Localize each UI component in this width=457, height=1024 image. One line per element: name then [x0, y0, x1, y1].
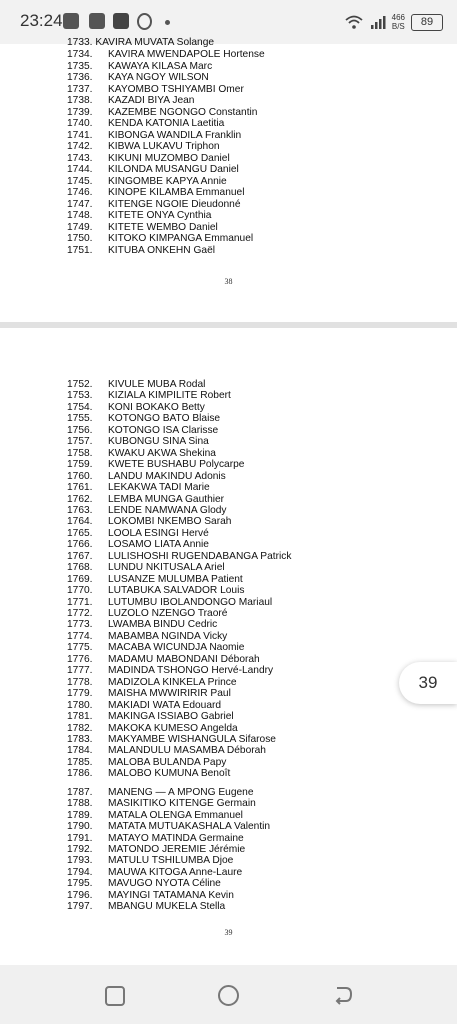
back-icon[interactable] [328, 981, 356, 1009]
entry-name: KOTONGO BATO Blaise [108, 413, 221, 425]
entry-number: 1748. [67, 210, 93, 221]
entry-name: KINOPE KILAMBA Emmanuel [108, 187, 245, 198]
document-page-39 [0, 328, 457, 965]
entry-name: KOTONGO ISA Clarisse [108, 424, 219, 436]
entry-name: MABAMBA NGINDA Vicky [108, 630, 228, 642]
page-number: 39 [224, 928, 233, 937]
entry-name: KINGOMBE KAPYA Annie [108, 175, 227, 187]
entry-number: 1756. [67, 424, 93, 436]
entry-name: MACABA WICUNDJA Naomie [108, 642, 245, 654]
entry-name: KAZEMBE NGONGO Constantin [108, 106, 258, 118]
entry-number: 1750. [67, 233, 93, 244]
entry-name: KAWAYA KILASA Marc [108, 60, 213, 72]
entry-name: KITUBA ONKEHN Gaël [108, 244, 215, 256]
notification-p-icon [63, 13, 79, 29]
entry-number: 1753. [67, 390, 93, 402]
entry-name: MANENG — A MPONG Eugene [108, 786, 254, 798]
network-speed [392, 13, 405, 31]
dot-icon [165, 20, 170, 25]
entry-number: 1774. [67, 630, 93, 642]
entry-name: MAKINGA ISSIABO Gabriel [108, 711, 234, 723]
entry-name: LUTUMBU IBOLANDONGO Mariaul [108, 596, 273, 608]
entry-number: 1740. [67, 118, 93, 129]
entry-number: 1797. [67, 901, 93, 913]
entry-name: MADAMU MABONDANI Déborah [108, 653, 260, 665]
entry-number: 1766. [67, 539, 93, 551]
entry-number: 1751. [67, 244, 93, 256]
entry-name: LEKAKWA TADI Marie [108, 482, 210, 494]
network-speed-unit: B/S [391, 22, 405, 31]
entry-number: 1794. [67, 866, 93, 878]
entry-number: 1760. [67, 470, 93, 482]
entry-name: MALOBA BULANDA Papy [108, 756, 227, 768]
entry-number: 1765. [67, 527, 93, 539]
entry-number: 1737. [67, 83, 93, 95]
entry-name: KAZADI BIYA Jean [108, 95, 195, 106]
entry-name: MATONDO JEREMIE Jérémie [108, 844, 246, 855]
entry-number: 1739. [67, 106, 93, 118]
entry-name: LULISHOSHI RUGENDABANGA Patrick [108, 550, 292, 562]
entry-name: LEMBA MUNGA Gauthier [108, 493, 225, 505]
entry-number: 1773. [67, 619, 93, 631]
entry-number: 1770. [67, 585, 93, 597]
entry-name: KENDA KATONIA Laetitia [108, 118, 225, 129]
entry-number: 1755. [67, 413, 93, 425]
entry-name: KAVIRA MWENDAPOLE Hortense [108, 49, 265, 60]
battery-icon: 89 [411, 14, 443, 31]
entry-name: MATATA MUTUAKASHALA Valentin [108, 821, 271, 833]
entry-number: 1761. [67, 482, 93, 494]
entry-name: LUNDU NKITUSALA Ariel [108, 562, 225, 574]
entry-number: 1741. [67, 129, 93, 141]
document-page-38 [0, 37, 457, 322]
entry-name: MAKOKA KUMESO Angelda [108, 722, 238, 734]
entry-name: LOOLA ESINGI Hervé [108, 527, 209, 539]
entry-number: 1791. [67, 832, 93, 844]
entry-name: KUBONGU SINA Sina [108, 436, 209, 448]
entry-name: LANDU MAKINDU Adonis [108, 470, 226, 482]
page-indicator[interactable]: 39 [399, 662, 457, 704]
entry-name: LOKOMBI NKEMBO Sarah [108, 516, 232, 528]
home-icon[interactable] [214, 981, 242, 1009]
entry-name: MAKYAMBE WISHANGULA Sifarose [108, 733, 276, 745]
recent-apps-icon[interactable] [100, 981, 128, 1009]
entry-number: 1777. [67, 665, 93, 677]
entry-number: 1785. [67, 756, 93, 768]
entry-number: 1749. [67, 221, 93, 233]
entry-name: LUTABUKA SALVADOR Louis [108, 585, 245, 597]
entry-number: 1796. [67, 889, 93, 901]
entry-name: KONI BOKAKO Betty [108, 401, 205, 413]
entry-number: 1792. [67, 844, 93, 855]
entry-name: MALOBO KUMUNA Benoît [108, 768, 231, 780]
entry-name: LUZOLO NZENGO Traoré [108, 608, 228, 619]
entry-number: 1775. [67, 642, 93, 654]
system-icons [344, 8, 443, 36]
entry-name: MBANGU MUKELA Stella [108, 901, 226, 913]
entry-number: 1735. [67, 60, 93, 72]
network-speed-value: 466 [391, 13, 405, 22]
entry-name: MATAYO MATINDA Germaine [108, 832, 244, 844]
entry-name: MAUWA KITOGA Anne-Laure [108, 866, 243, 878]
entry-name: KILONDA MUSANGU Daniel [108, 164, 239, 175]
entry-number: 1784. [67, 745, 93, 757]
entry-name: KITOKO KIMPANGA Emmanuel [108, 233, 254, 244]
entry-name: MAKIADI WATA Edouard [108, 699, 222, 711]
cut-off-row-text: 1733. KAVIRA MUVATA Solange [67, 37, 215, 48]
entry-number: 1776. [67, 653, 93, 665]
entry-number: 1767. [67, 550, 93, 562]
entry-name: KWETE BUSHABU Polycarpe [108, 459, 245, 471]
entry-name: KIBONGA WANDILA Franklin [108, 129, 242, 141]
opera-icon [137, 13, 152, 30]
entry-number: 1795. [67, 878, 93, 890]
entry-number: 1762. [67, 493, 93, 505]
entry-name: KITETE WEMBO Daniel [108, 221, 218, 233]
entry-name: LUSANZE MULUMBA Patient [108, 573, 243, 585]
entry-name: MALANDULU MASAMBA Déborah [108, 745, 266, 757]
entry-number: 1763. [67, 504, 93, 516]
notification-p-icon [89, 13, 105, 29]
entry-number: 1746. [67, 187, 93, 198]
entry-number: 1772. [67, 608, 93, 619]
entry-number: 1736. [67, 72, 93, 83]
entry-name: KAYA NGOY WILSON [108, 72, 209, 83]
entry-name: KITENGE NGOIE Dieudonné [108, 198, 241, 210]
signal-icon [370, 14, 386, 30]
wifi-icon [344, 14, 364, 30]
entry-number: 1771. [67, 596, 93, 608]
entry-number: 1747. [67, 198, 93, 210]
entry-name: MADIZOLA KINKELA Prince [108, 676, 237, 688]
entry-name: MATALA OLENGA Emmanuel [108, 809, 243, 821]
entry-number: 1759. [67, 459, 93, 471]
entry-number: 1754. [67, 401, 93, 413]
entry-number: 1738. [67, 95, 93, 106]
entry-number: 1779. [67, 688, 93, 700]
entry-number: 1758. [67, 447, 93, 459]
entry-name: LWAMBA BINDU Cedric [108, 619, 218, 631]
entry-number: 1742. [67, 141, 93, 152]
entry-name: KAYOMBO TSHIYAMBI Omer [108, 83, 244, 95]
entry-name: KIBWA LUKAVU Triphon [108, 141, 220, 152]
entry-number: 1778. [67, 676, 93, 688]
entry-name: MATULU TSHILUMBA Djoe [108, 855, 234, 867]
entry-name: MAYINGI TATAMANA Kevin [108, 889, 234, 901]
entry-number: 1786. [67, 768, 93, 780]
page-number: 38 [224, 277, 233, 286]
entry-number: 1769. [67, 573, 93, 585]
entry-number: 1745. [67, 175, 93, 187]
entry-number: 1757. [67, 436, 93, 448]
facebook-icon [113, 13, 129, 29]
entry-number: 1788. [67, 798, 93, 810]
entry-number: 1781. [67, 711, 93, 723]
entry-number: 1734. [67, 49, 93, 60]
entry-number: 1744. [67, 164, 93, 175]
entry-name: MADINDA TSHONGO Hervé-Landry [108, 665, 274, 677]
entry-number: 1787. [67, 786, 93, 798]
entry-number: 1783. [67, 733, 93, 745]
entry-number: 1793. [67, 855, 93, 867]
entry-number: 1780. [67, 699, 93, 711]
entry-name: KITETE ONYA Cynthia [108, 210, 212, 221]
entry-number: 1764. [67, 516, 93, 528]
entry-name: MAISHA MWWIRIRIR Paul [108, 688, 231, 700]
entry-name: LOSAMO LIATA Annie [108, 539, 209, 551]
entry-name: KIKUNI MUZOMBO Daniel [108, 152, 230, 164]
entry-name: MASIKITIKO KITENGE Germain [108, 798, 256, 810]
entry-number: 1789. [67, 809, 93, 821]
entry-number: 1782. [67, 722, 93, 734]
navigation-bar [0, 965, 457, 1024]
entry-name: MAVUGO NYOTA Céline [108, 878, 221, 890]
entry-name: KIZIALA KIMPILITE Robert [108, 390, 231, 402]
entry-number: 1743. [67, 152, 93, 164]
entry-number: 1752. [67, 379, 93, 390]
entry-name: KIVULE MUBA Rodal [108, 379, 206, 390]
entry-name: KWAKU AKWA Shekina [108, 447, 216, 459]
entry-number: 1768. [67, 562, 93, 574]
entry-name: LENDE NAMWANA Glody [108, 504, 227, 516]
clock: 23:24 [20, 11, 63, 30]
entry-number: 1790. [67, 821, 93, 833]
